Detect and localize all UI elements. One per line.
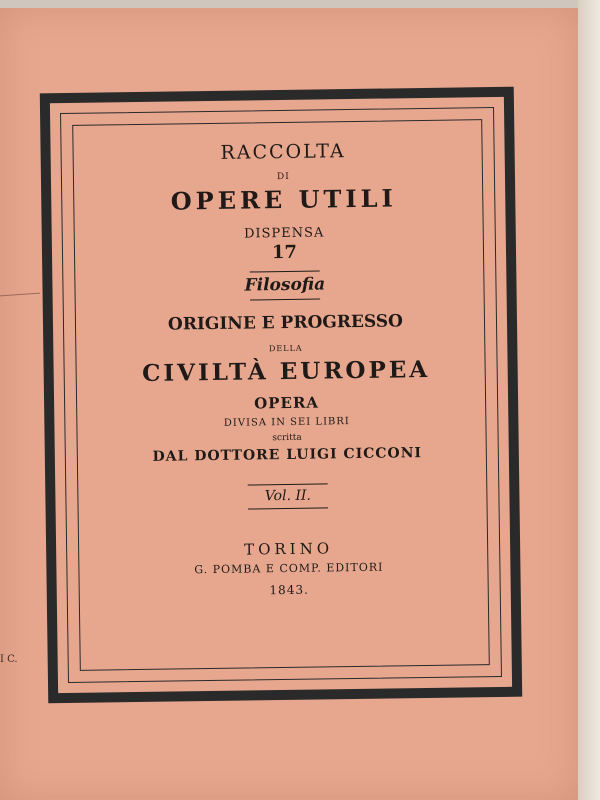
underlying-page-edge: [578, 0, 600, 800]
work-label: OPERA: [253, 393, 320, 413]
series-connector: DI: [276, 171, 290, 182]
publisher-name: G. POMBA E COMP. EDITORI: [194, 561, 384, 577]
divider: [250, 271, 320, 273]
divider: [248, 483, 328, 485]
publication-year: 1843.: [269, 582, 309, 597]
paper-tear: [0, 293, 40, 309]
written-label: scritta: [272, 433, 302, 444]
author-name: DAL DOTTORE LUIGI CICCONI: [152, 445, 423, 465]
title-block: [93, 125, 480, 599]
subject-label: Filosofia: [244, 274, 326, 296]
book-title-line-2: CIVILTÀ EUROPEA: [141, 356, 431, 388]
dispensa-number: 17: [271, 242, 298, 264]
series-name: OPERE UTILI: [170, 183, 397, 216]
document-cover: [0, 8, 578, 800]
margin-mark: I C.: [0, 654, 18, 665]
series-title: RACCOLTA: [220, 140, 346, 164]
dispensa-label: DISPENSA: [243, 225, 325, 242]
book-title-line-1: ORIGINE E PROGRESSO: [167, 311, 404, 335]
publication-city: TORINO: [243, 539, 334, 559]
volume-number: Vol. II.: [264, 487, 312, 504]
work-division: DIVISA IN SEI LIBRI: [223, 416, 350, 430]
divider: [250, 298, 320, 300]
book-title-connector: DELLA: [268, 343, 303, 353]
divider: [248, 507, 328, 509]
